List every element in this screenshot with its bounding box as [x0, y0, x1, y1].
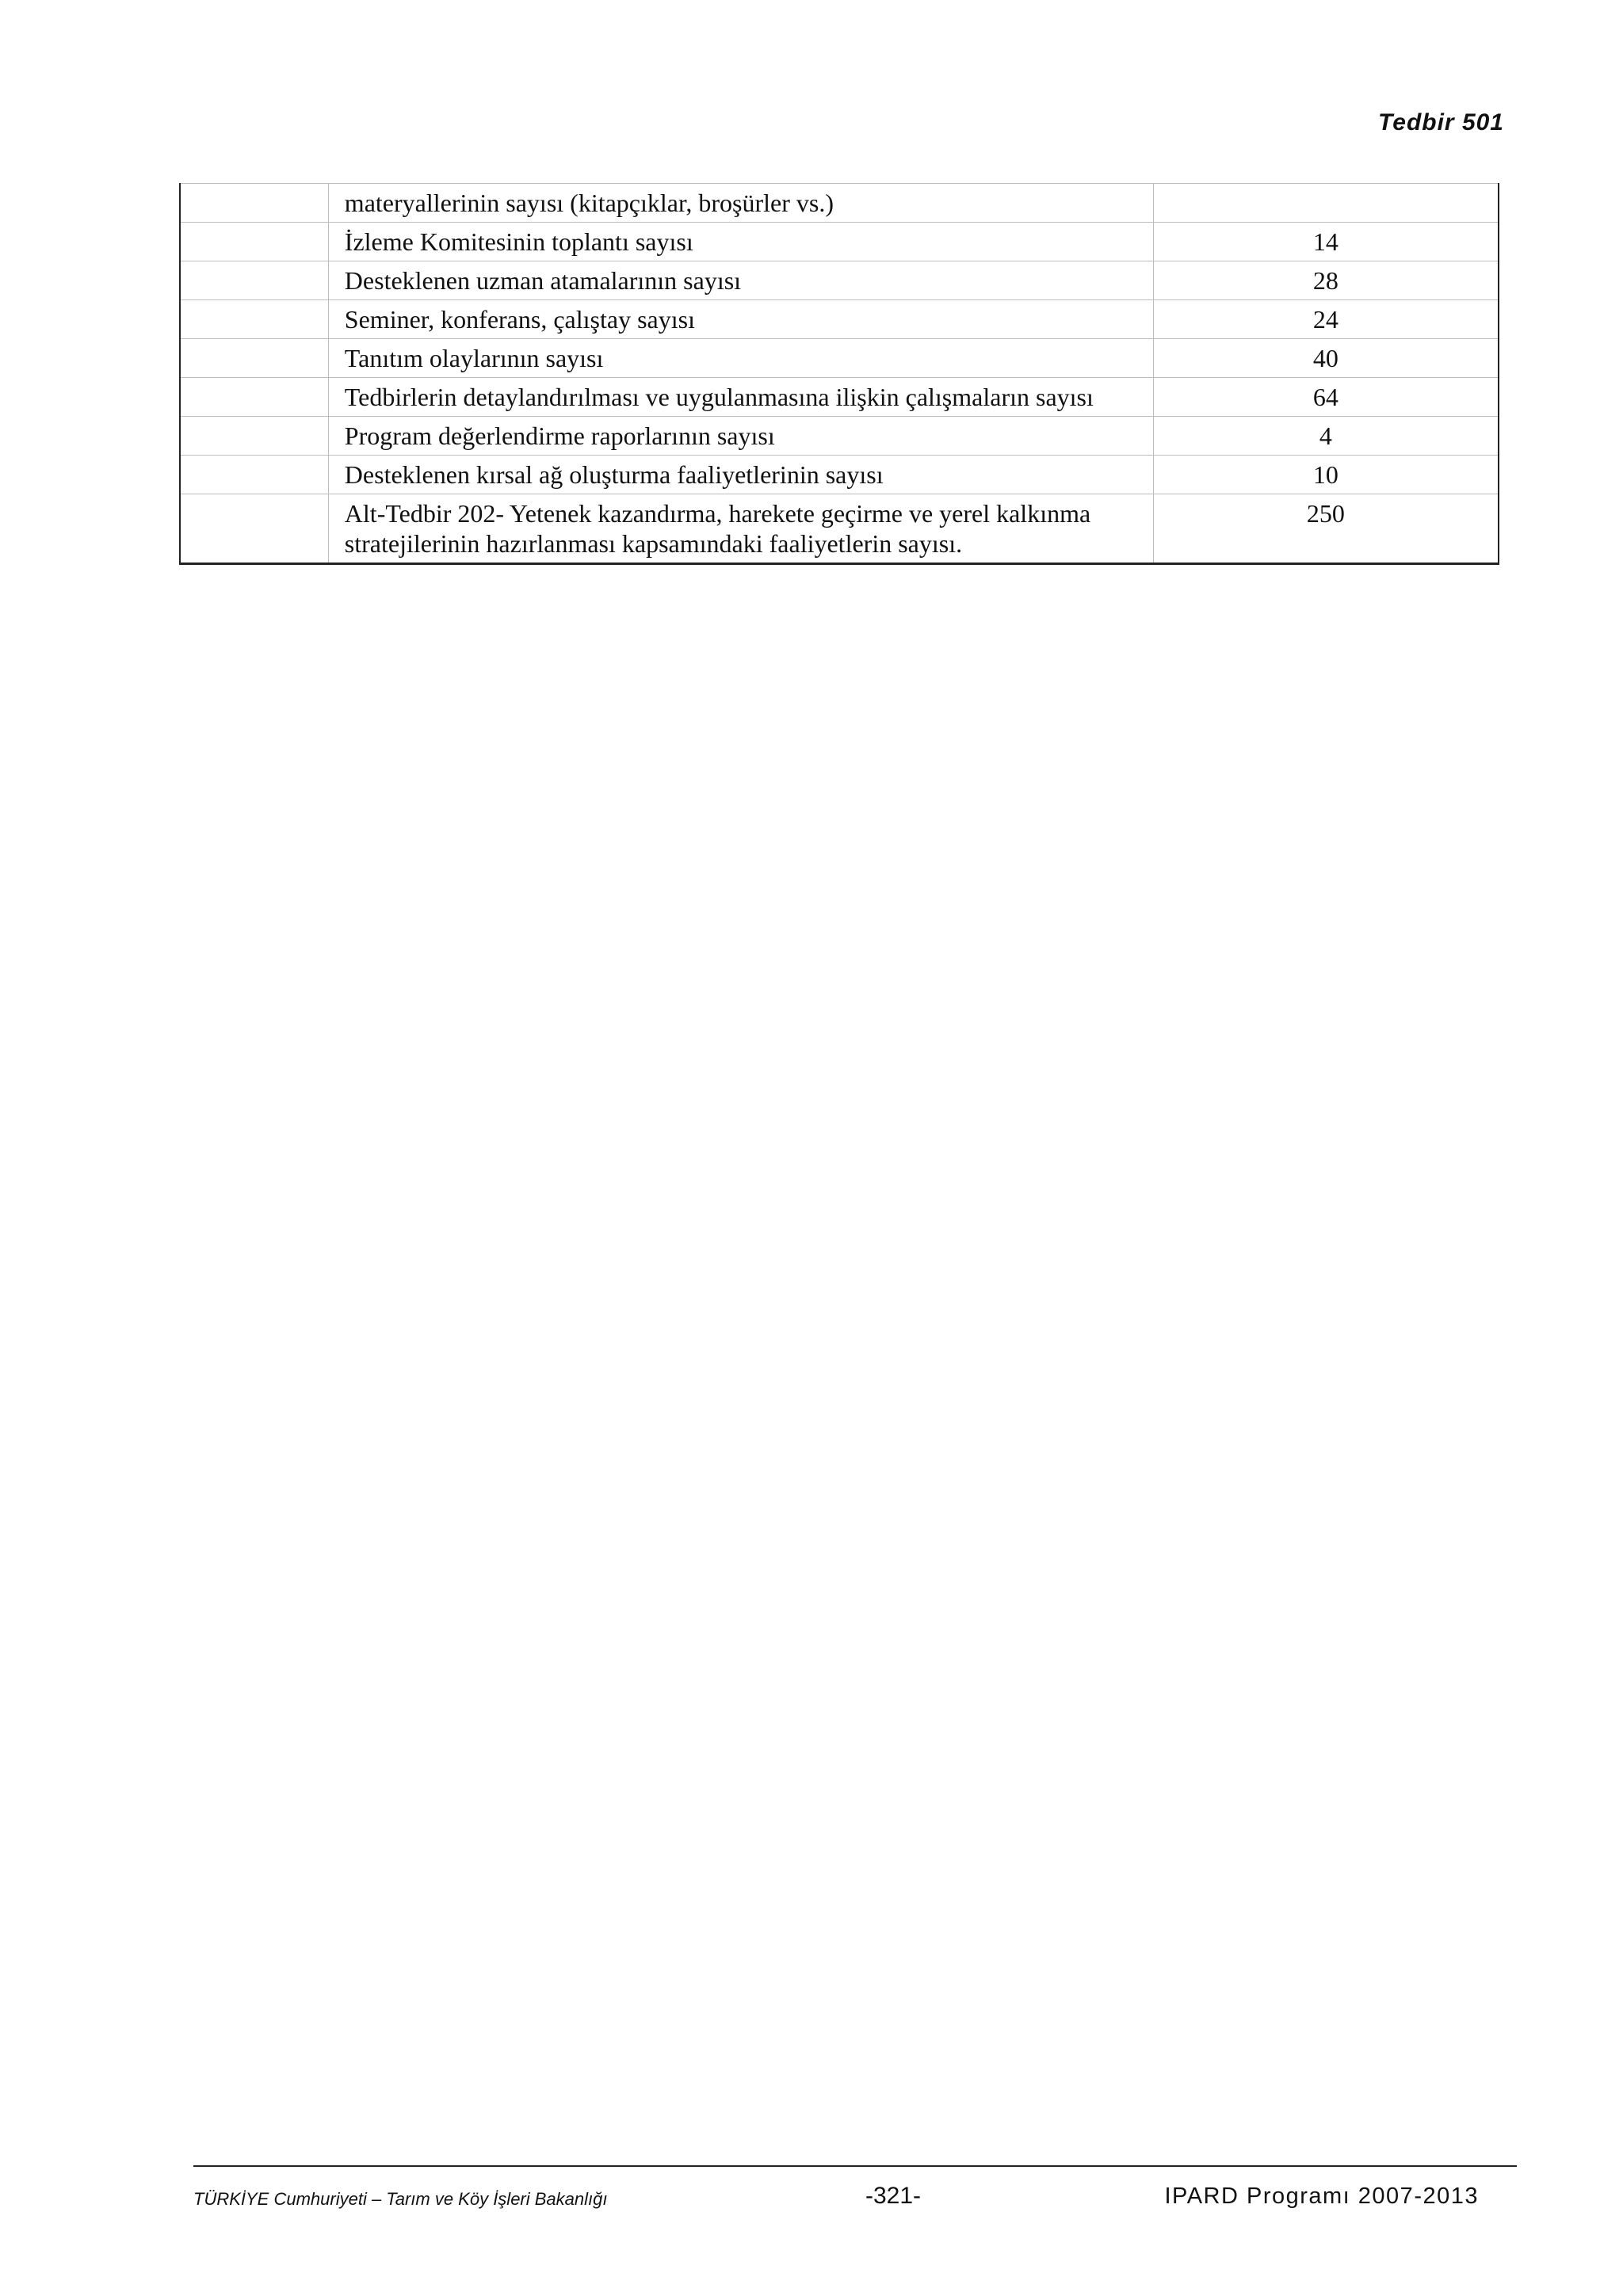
indicator-description: Alt-Tedbir 202- Yetenek kazandırma, harekete geçirme ve yerel kalkınma stratejilerinin hazırlanması kapsamındaki faaliyetlerin sayısı. — [328, 494, 1153, 564]
indicator-description: Desteklenen kırsal ağ oluşturma faaliyetlerinin sayısı — [328, 456, 1153, 494]
table-row — [180, 378, 1499, 417]
table-cell-empty — [180, 300, 328, 339]
table-row — [180, 261, 1499, 300]
indicator-value: 24 — [1153, 300, 1499, 339]
table-row — [180, 300, 1499, 339]
indicator-value: 4 — [1153, 417, 1499, 456]
indicator-value: 10 — [1153, 456, 1499, 494]
table-cell-empty — [180, 223, 328, 261]
table-cell-empty — [180, 261, 328, 300]
indicator-value: 64 — [1153, 378, 1499, 417]
footer-divider — [193, 2165, 1517, 2167]
table-cell-empty — [180, 378, 328, 417]
indicator-value: 250 — [1153, 494, 1499, 564]
indicator-value — [1153, 184, 1499, 223]
table-cell-empty — [180, 456, 328, 494]
indicator-description: İzleme Komitesinin toplantı sayısı — [328, 223, 1153, 261]
table-row — [180, 456, 1499, 494]
indicator-description: Seminer, konferans, çalıştay sayısı — [328, 300, 1153, 339]
footer-program: IPARD Programı 2007-2013 — [1164, 2183, 1479, 2209]
indicator-value: 14 — [1153, 223, 1499, 261]
table-cell-empty — [180, 184, 328, 223]
indicator-description: Tanıtım olaylarının sayısı — [328, 339, 1153, 378]
indicator-description: Tedbirlerin detaylandırılması ve uygulanmasına ilişkin çalışmaların sayısı — [328, 378, 1153, 417]
footer-page-number: -321- — [865, 2183, 922, 2209]
indicator-table — [179, 183, 1499, 565]
table-row — [180, 494, 1499, 564]
table-cell-empty — [180, 494, 328, 564]
page-header-title: Tedbir 501 — [1378, 109, 1504, 135]
indicator-description: Desteklenen uzman atamalarının sayısı — [328, 261, 1153, 300]
indicator-value: 40 — [1153, 339, 1499, 378]
indicator-description: Program değerlendirme raporlarının sayısı — [328, 417, 1153, 456]
table-cell-empty — [180, 339, 328, 378]
footer-ministry: TÜRKİYE Cumhuriyeti – Tarım ve Köy İşleri Bakanlığı — [193, 2189, 608, 2209]
table-row — [180, 184, 1499, 223]
indicator-description: materyallerinin sayısı (kitapçıklar, broşürler vs.) — [328, 184, 1153, 223]
table-row — [180, 223, 1499, 261]
table-row — [180, 339, 1499, 378]
table-row — [180, 417, 1499, 456]
table-cell-empty — [180, 417, 328, 456]
indicator-value: 28 — [1153, 261, 1499, 300]
